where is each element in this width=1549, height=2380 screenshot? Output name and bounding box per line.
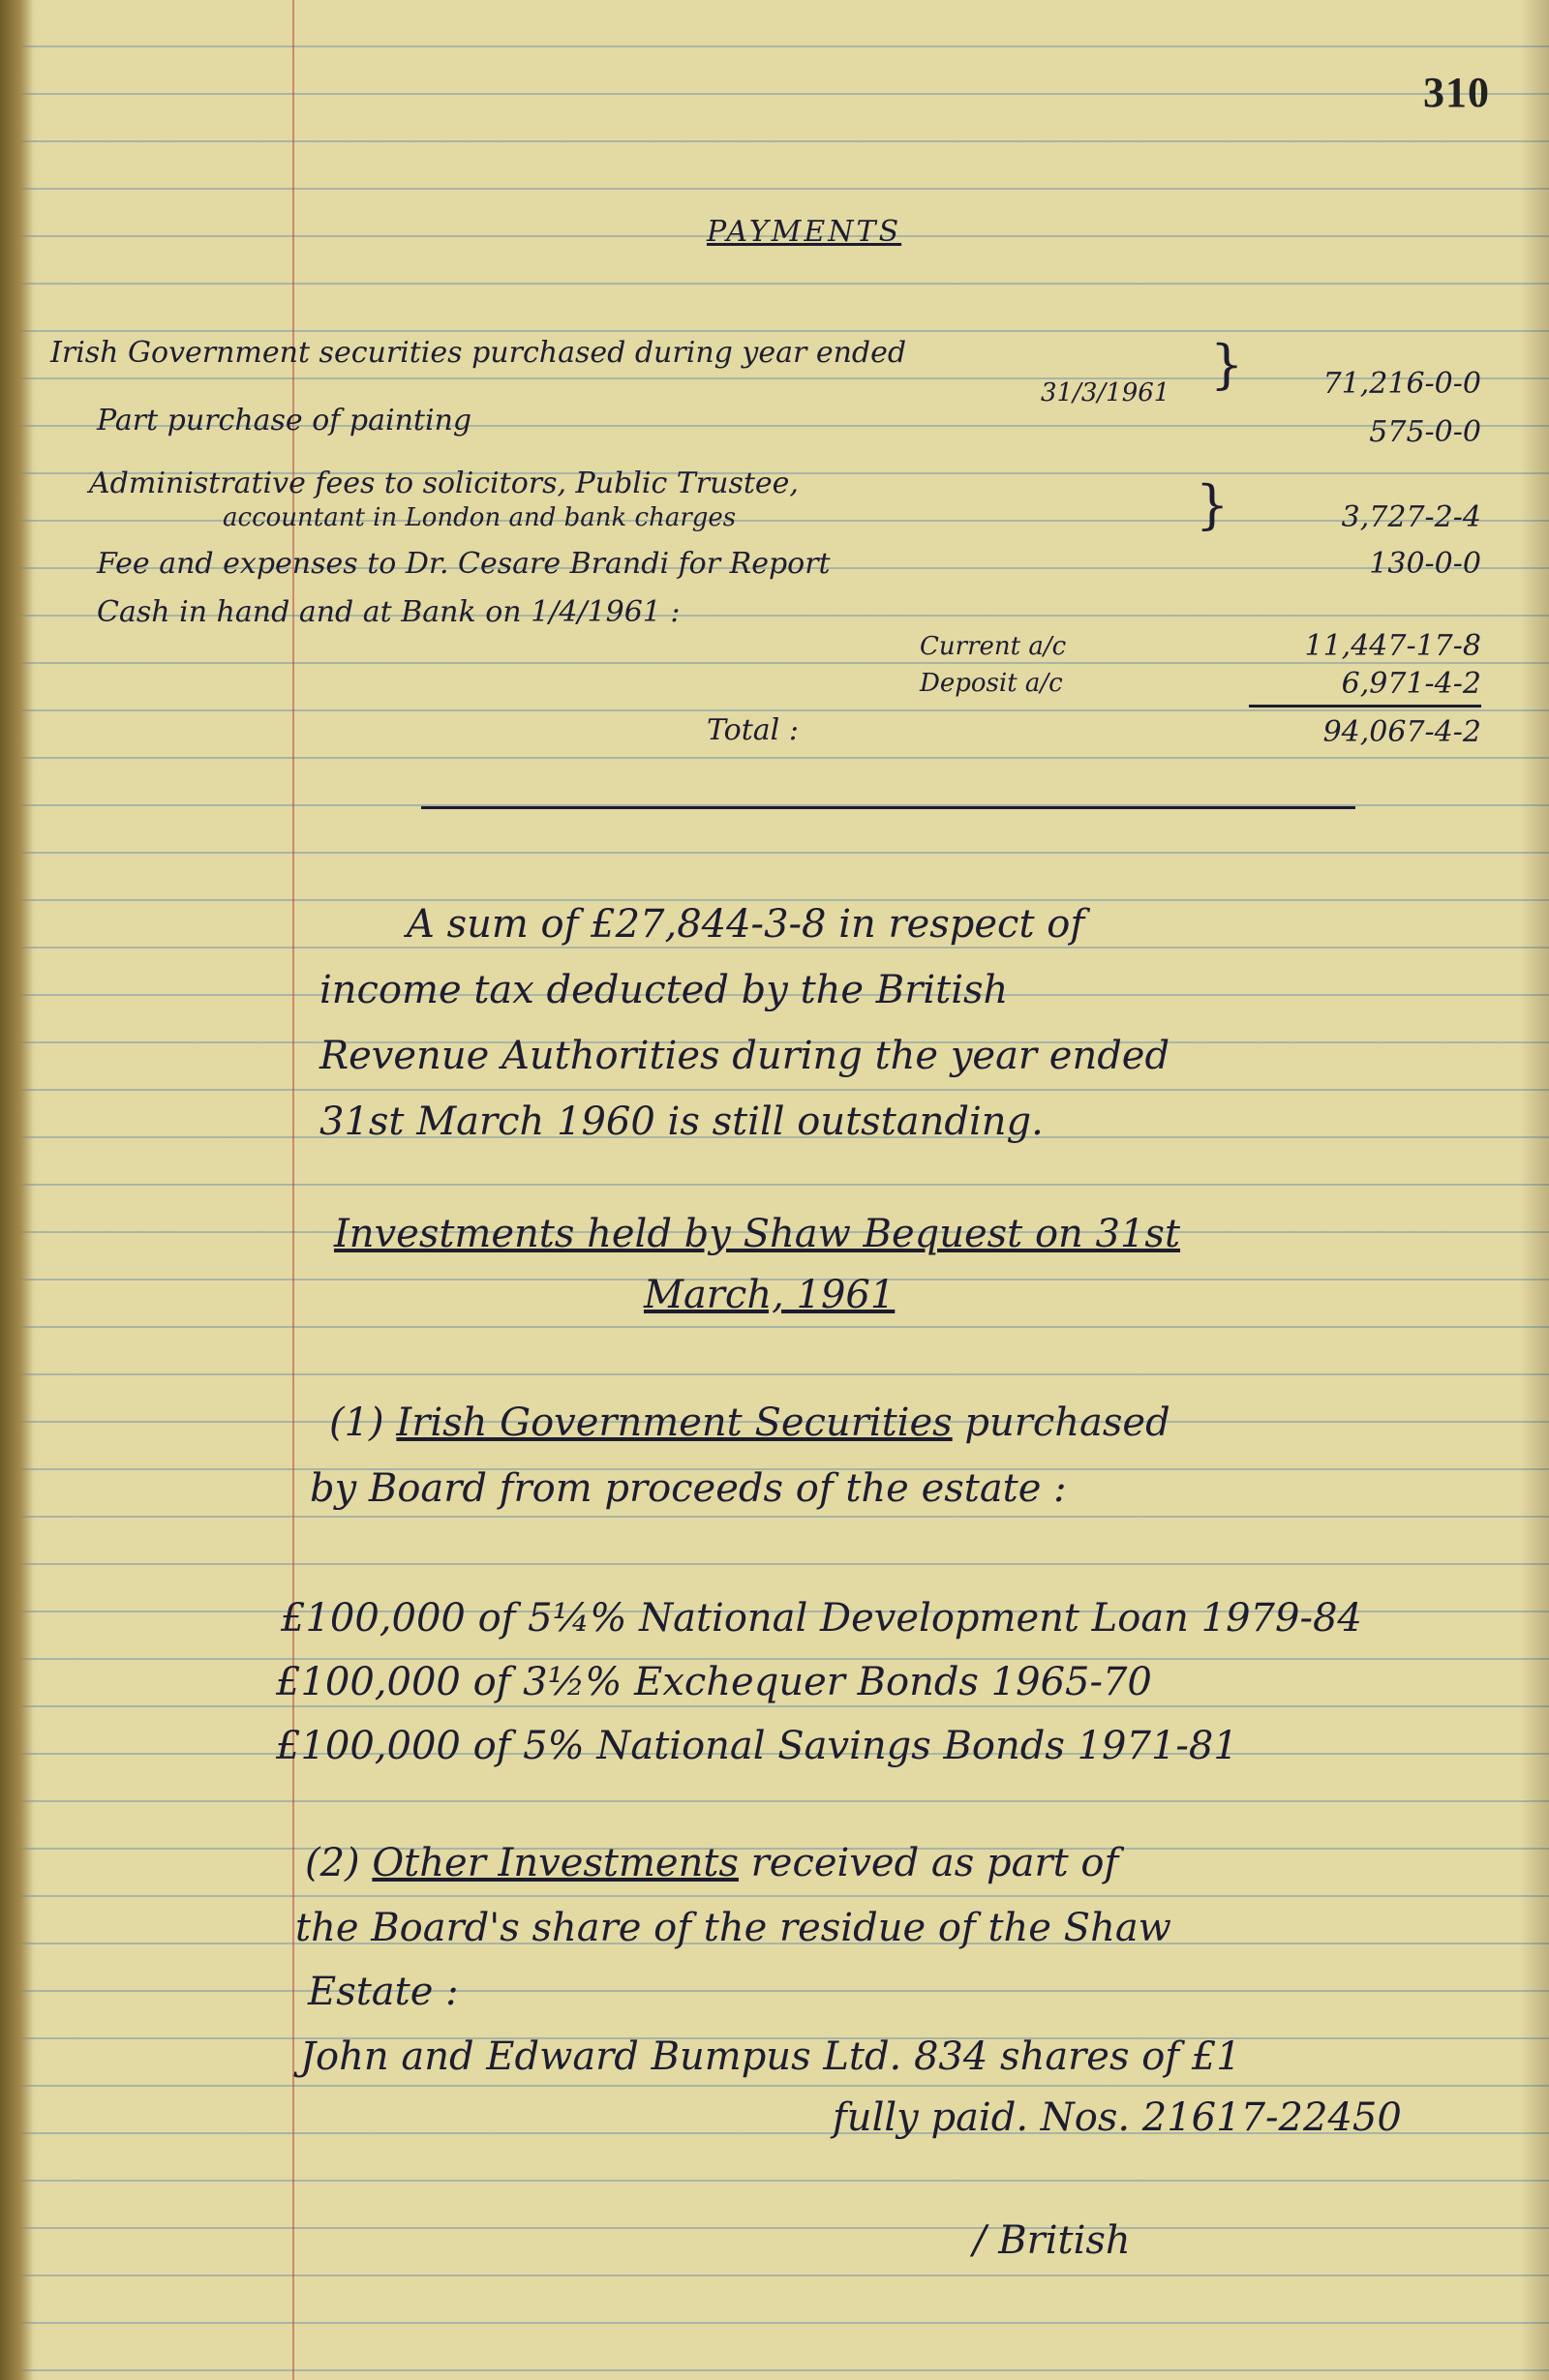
section-2-rest: received as part of [750, 1841, 1119, 1885]
payment-3-line1: Administrative fees to solicitors, Public Trustee, [89, 467, 799, 500]
payment-4-line1: Fee and expenses to Dr. Cesare Brandi for Report [97, 547, 831, 581]
payment-2-line1: Part purchase of painting [97, 404, 472, 437]
brace-3: } [1196, 474, 1230, 535]
note-line-2: income tax deducted by the British [319, 968, 1009, 1012]
section-1-line1 [329, 1401, 1170, 1445]
page-binding [0, 0, 33, 2380]
section-divider [421, 806, 1355, 809]
subtotal-rule [1249, 705, 1481, 708]
section-2-line3: Estate : [308, 1970, 459, 2014]
payments-title: PAYMENTS [707, 215, 902, 249]
section-1-underlined: Irish Government Securities [396, 1401, 953, 1445]
section-2-underlined: Other Investments [372, 1841, 739, 1885]
holding-2: £100,000 of 3½% Exchequer Bonds 1965-70 [276, 1660, 1152, 1704]
note-line-1: A sum of £27,844-3-8 in respect of [407, 902, 1085, 947]
total-amount: 94,067-4-2 [1322, 715, 1481, 749]
payment-1-amount: 71,216-0-0 [1322, 367, 1481, 401]
section-2-prefix: (2) [305, 1841, 360, 1885]
deposit-account-label: Deposit a/c [920, 669, 1063, 698]
section-2-line1 [305, 1841, 1119, 1885]
bumpus-line1: John and Edward Bumpus Ltd. 834 shares of £1 [300, 2034, 1241, 2079]
section-1-prefix: (1) [329, 1401, 384, 1445]
section-2-line2: the Board's share of the residue of the Shaw [295, 1906, 1171, 1950]
payment-3-amount: 3,727-2-4 [1341, 500, 1481, 534]
bumpus-line2: fully paid. Nos. 21617-22450 [833, 2095, 1402, 2140]
holding-3: £100,000 of 5% National Savings Bonds 1971-81 [276, 1724, 1238, 1768]
investments-heading-line1: Investments held by Shaw Bequest on 31st [334, 1212, 1181, 1256]
holding-1: £100,000 of 5¼% National Development Loan 1979-84 [281, 1596, 1362, 1641]
section-1-rest: purchased [964, 1401, 1170, 1445]
note-line-4: 31st March 1960 is still outstanding. [319, 1100, 1044, 1144]
investments-heading-line2: March, 1961 [644, 1273, 896, 1317]
section-1-line2: by Board from proceeds of the estate : [310, 1466, 1067, 1511]
payment-1-line2: 31/3/1961 [1041, 378, 1170, 407]
payment-4-amount: 130-0-0 [1369, 547, 1481, 581]
deposit-account-amount: 6,971-4-2 [1341, 667, 1481, 701]
current-account-label: Current a/c [920, 632, 1067, 661]
payment-1-line1: Irish Government securities purchased during year ended [50, 336, 907, 370]
total-label: Total : [707, 713, 799, 747]
page-number: 310 [1423, 69, 1490, 116]
payment-2-amount: 575-0-0 [1369, 415, 1481, 449]
current-account-amount: 11,447-17-8 [1304, 629, 1481, 663]
cash-label: Cash in hand and at Bank on 1/4/1961 : [97, 595, 681, 629]
brace-1: } [1210, 334, 1244, 395]
note-line-3: Revenue Authorities during the year ended [319, 1034, 1170, 1078]
payment-3-line2: accountant in London and bank charges [223, 503, 737, 532]
catchword: / British [973, 2218, 1131, 2263]
